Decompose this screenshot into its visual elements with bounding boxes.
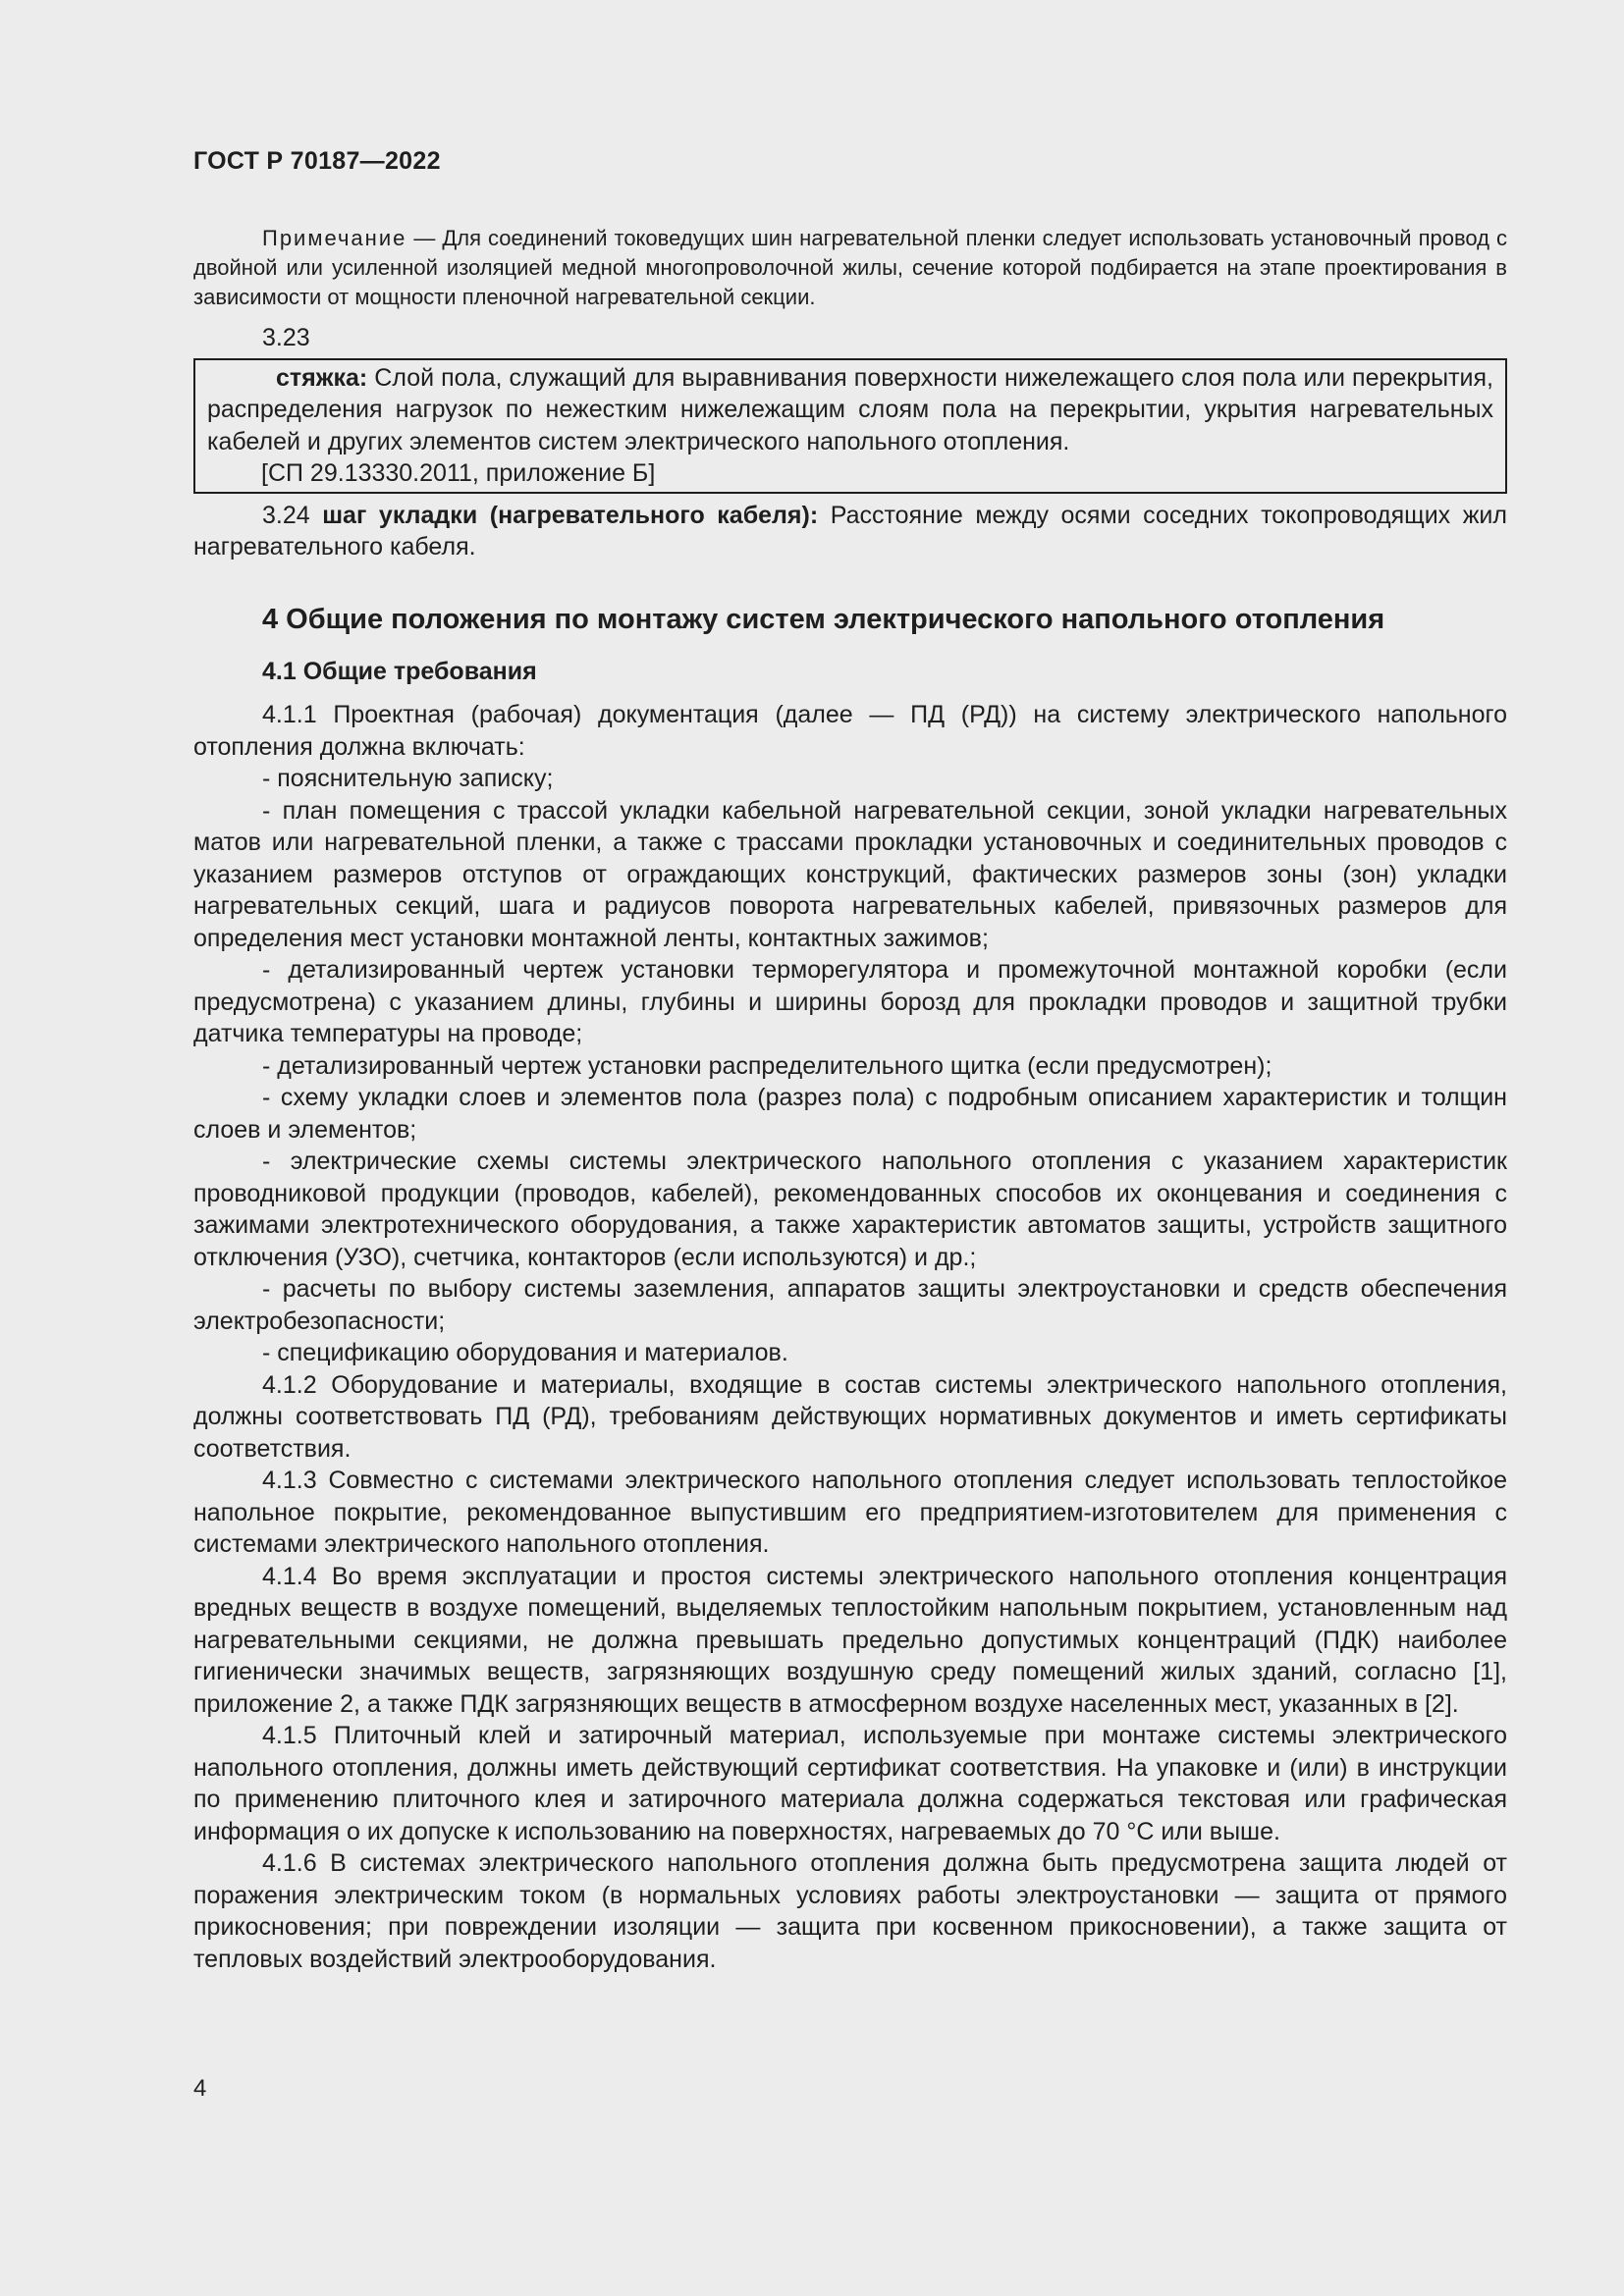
note-text: — Для соединений токоведущих шин нагревательной пленки следует использовать установочный провод с двойной или усиленной изоляцией медной многопроволочной жилы, сечение которой подбирается на этапе проектирования в зависимости от мощности пленочной нагревательной секции. — [193, 226, 1507, 309]
list-item: - электрические схемы системы электрического напольного отопления с указанием характеристик проводниковой продукции (проводов, кабелей), рекомендованных способов их оконцевания и соединения с зажимами электротехнического оборудования, а также характеристик автоматов защиты, устройств защитного отключения (УЗО), счетчика, контакторов (если используются) и др.; — [193, 1148, 1507, 1271]
term-3-24 — [193, 500, 1507, 563]
list-item: - детализированный чертеж установки распределительного щитка (если предусмотрен); — [262, 1051, 1272, 1080]
term-text: Слой пола, служащий для выравнивания поверхности нижележащего слоя пола или перекрытия, распределения нагрузок по нежестким нижележащим слоям пола на перекрытии, укрытия нагревательных кабелей и других элементов систем электрического напольного отопления. — [207, 363, 1493, 455]
list-item: - расчеты по выбору системы заземления, аппаратов защиты электроустановки и средств обеспечения электробезопасности; — [193, 1275, 1507, 1335]
subsection-4-1-title: 4.1 Общие требования — [262, 657, 537, 685]
list-item: - детализированный чертеж установки терморегулятора и промежуточной монтажной коробки (если предусмотрена) с указанием длины, глубины и ширины борозд для прокладки проводов и защитной трубки датчика температуры на проводе; — [193, 956, 1507, 1047]
paragraph-4-1-5: 4.1.5 Плиточный клей и затирочный материал, используемые при монтаже системы электрического напольного отопления, должны иметь действующий сертификат соответствия. На упаковке и (или) в инструкции по применению плиточного клея и затирочного материала должна содержаться текстовая или графическая информация о их допуске к использованию на поверхностях, нагреваемых до 70 °С или выше. — [193, 1722, 1507, 1845]
list-item: - план помещения с трассой укладки кабельной нагревательной секции, зоной укладки нагревательных матов или нагревательной пленки, а также с трассами прокладки установочных и соединительных проводов с указанием размеров отступов от ограждающих конструкций, фактических размеров зоны (зон) укладки нагревательных секций, шага и радиусов поворота нагревательных кабелей, привязочных размеров для определения мест установки монтажной ленты, контактных зажимов; — [193, 796, 1507, 952]
paragraph-4-1-3: 4.1.3 Совместно с системами электрического напольного отопления следует использовать теплостойкое напольное покрытие, рекомендованное выпустившим его предприятием-изготовителем для применения с системами электрического напольного отопления. — [193, 1467, 1507, 1558]
term-source: [СП 29.13330.2011, приложение Б] — [261, 459, 656, 487]
paragraph-4-1-4: 4.1.4 Во время эксплуатации и простоя системы электрического напольного отопления концентрация вредных веществ в воздухе помещений, выделяемых теплостойким напольным покрытием, установленным над нагревательными секциями, не должна превышать предельно допустимых концентраций (ПДК) наиболее гигиенически значимых веществ, загрязняющих воздушную среду помещений жилых зданий, согласно [1], приложение 2, а также ПДК загрязняющих веществ в атмосферном воздухе населенных мест, указанных в [2]. — [193, 1562, 1507, 1718]
list-item: - схему укладки слоев и элементов пола (разрез пола) с подробным описанием характеристик и толщин слоев и элементов; — [193, 1084, 1507, 1144]
term-text: Расстояние между осями соседних токопроводящих жил нагревательного кабеля. — [193, 501, 1507, 561]
term-number-3-23: 3.23 — [262, 324, 310, 351]
term-definition-3-23 — [207, 362, 1493, 458]
list-item: - пояснительную записку; — [262, 765, 554, 792]
page-number: 4 — [193, 2075, 207, 2102]
term-number-3-24: 3.24 — [262, 501, 323, 529]
note-label: Примечание — [262, 226, 407, 250]
term-name: стяжка: — [276, 363, 368, 392]
list-item: - спецификацию оборудования и материалов. — [262, 1339, 788, 1366]
term-name: шаг укладки (нагревательного кабеля): — [322, 501, 819, 529]
paragraph-4-1-2: 4.1.2 Оборудование и материалы, входящие в состав системы электрического напольного отопления, должны соответствовать ПД (РД), требованиям действующих нормативных документов и иметь сертификаты соответствия. — [193, 1370, 1507, 1463]
document-header: ГОСТ Р 70187—2022 — [193, 147, 441, 175]
section-4-title: 4 Общие положения по монтажу систем электрического напольного отопления — [262, 603, 1385, 635]
paragraph-4-1-6: 4.1.6 В системах электрического напольного отопления должна быть предусмотрена защита людей от поражения электрическим током (в нормальных условиях работы электроустановки — защита от прямого прикосновения; при повреждении изоляции — защита при косвенном прикосновении), а также защита от тепловых воздействий электрооборудования. — [193, 1849, 1507, 1973]
note-paragraph — [193, 224, 1507, 312]
paragraph-4-1-1: 4.1.1 Проектная (рабочая) документация (далее — ПД (РД)) на систему электрического напольного отопления должна включать: — [193, 701, 1507, 761]
document-body — [193, 224, 1507, 1975]
term-box-3-23 — [193, 358, 1507, 494]
